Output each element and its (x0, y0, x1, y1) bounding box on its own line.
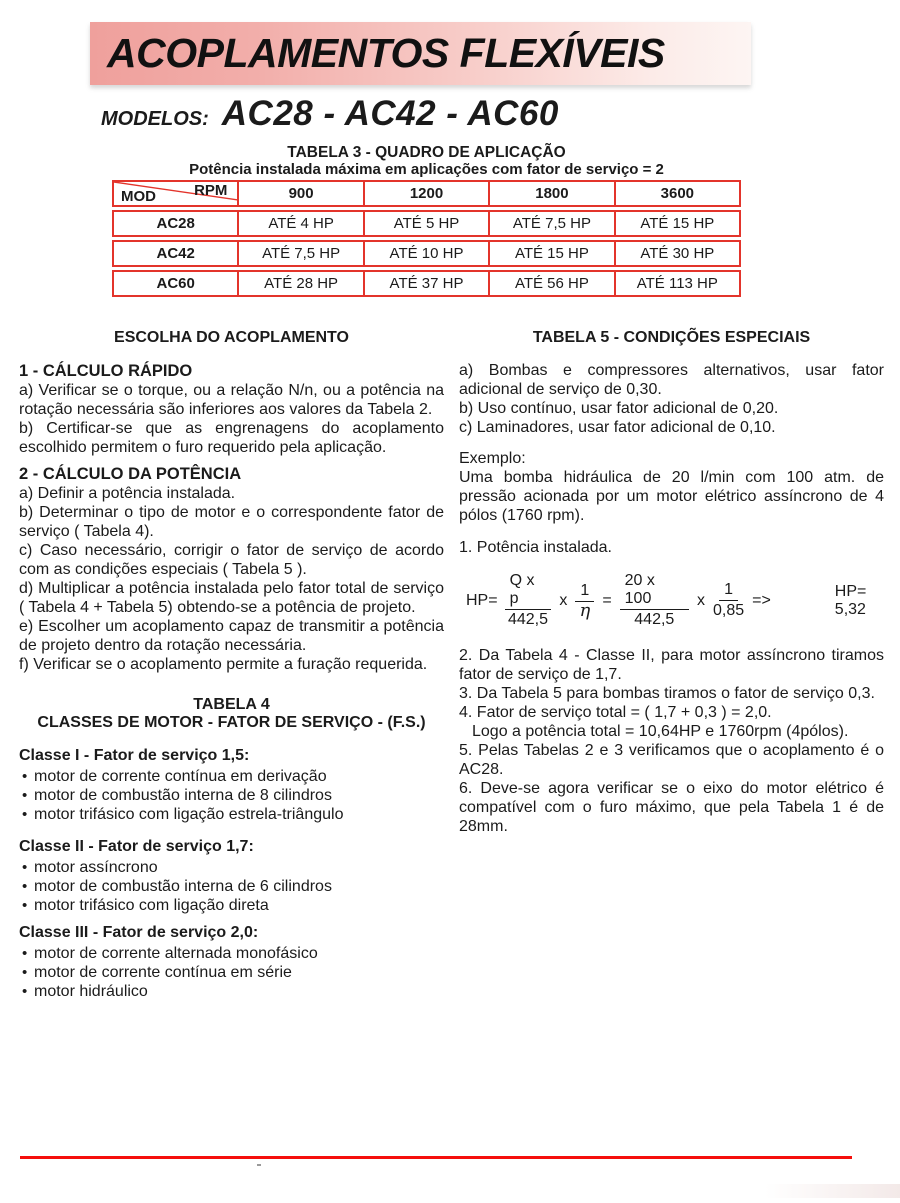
tabela5-heading: TABELA 5 - CONDIÇÕES ESPECIAIS (532, 329, 811, 346)
model-cell: AC60 (156, 275, 195, 292)
classe-1-block (19, 747, 444, 824)
fraction: $\frac{\text{Q x p}}{442,5}$ (505, 572, 552, 629)
tabela4-title-line1: TABELA 4 (193, 696, 270, 713)
models-line (101, 94, 559, 134)
value-cell: ATÉ 113 HP (614, 272, 739, 295)
fraction: $\frac{1}{\eta}$ (575, 582, 594, 619)
paragraph: e) Escolher um acoplamento capaz de transmitir a potência de projeto dentro da rotação necessária. (19, 618, 444, 654)
table-row-ac42 (112, 240, 741, 267)
exemplo-block (459, 449, 884, 525)
table-row-ac28 (112, 210, 741, 237)
equals-sign: = (602, 591, 612, 609)
paragraph: a) Verificar se o torque, ou a relação N/n, ou a potência na rotação necessária são inferiores aos valores da Tabela 2. (19, 382, 444, 418)
fraction: $\frac{20 x 100}{442,5}$ (620, 572, 689, 629)
paragraph: d) Multiplicar a potência instalada pelo fator total de serviço ( Tabela 4 + Tabela 5) obtendo-se a potência de projeto. (19, 580, 444, 616)
value-cell: ATÉ 37 HP (363, 272, 488, 295)
section1-title: 1 - CÁLCULO RÁPIDO (19, 362, 193, 380)
paragraph: b) Determinar o tipo de motor e o correspondente fator de serviço ( Tabela 4). (19, 504, 444, 540)
paragraph: c) Laminadores, usar fator adicional de 0,10. (459, 419, 776, 436)
tabela3-table (112, 180, 741, 300)
model-cell: AC42 (156, 245, 195, 262)
bullet-item: • motor hidráulico (19, 982, 444, 1001)
value-cell: ATÉ 10 HP (363, 242, 488, 265)
tabela3-header-row (112, 180, 741, 207)
bullet-item: • motor trifásico com ligação direta (19, 896, 444, 915)
value-cell: ATÉ 15 HP (614, 212, 739, 235)
paragraph: a) Bombas e compressores alternativos, usar fator adicional de serviço de 0,30. (459, 362, 884, 398)
step-item-continuation: Logo a potência total = 10,64HP e 1760rpm (4pólos). (472, 723, 849, 740)
formula-result: HP= 5,32 (834, 582, 867, 618)
tabela3-title: TABELA 3 - QUADRO DE APLICAÇÃO (287, 144, 566, 161)
tabela4-heading (19, 696, 444, 732)
col-header-3600: 3600 (614, 182, 739, 205)
bullet-item: • motor assíncrono (19, 858, 444, 877)
title-banner (90, 22, 751, 85)
step-item: 6. Deve-se agora verificar se o eixo do motor elétrico é compatível com o furo máximo, que pela Tabela 1 é de 28mm. (459, 780, 884, 835)
paragraph: f) Verificar se o acoplamento permite a furação requerida. (19, 656, 428, 673)
model-cell: AC28 (156, 215, 195, 232)
models-label: MODELOS: (101, 108, 209, 130)
paragraph: b) Uso contínuo, usar fator adicional de 0,20. (459, 400, 779, 417)
tabela3-corner-cell (114, 182, 237, 205)
corner-rpm-label: RPM (194, 182, 228, 199)
value-cell: ATÉ 30 HP (614, 242, 739, 265)
col-header-1800: 1800 (488, 182, 613, 205)
bullet-item: • motor de combustão interna de 8 cilindros (19, 786, 444, 805)
value-cell: ATÉ 4 HP (237, 212, 362, 235)
page-title: ACOPLAMENTOS FLEXÍVEIS (107, 30, 665, 76)
eta-symbol: η (579, 600, 591, 621)
value-cell: ATÉ 15 HP (488, 242, 613, 265)
formula-lhs: HP= (466, 591, 498, 609)
classe-2-block (19, 838, 444, 915)
tabela5-items (459, 361, 884, 437)
bullet-item: • motor de corrente contínua em derivação (19, 767, 444, 786)
classe-3-title: Classe III - Fator de serviço 2,0: (19, 924, 259, 941)
exemplo-label: Exemplo: (459, 450, 526, 467)
step-item: 2. Da Tabela 4 - Classe II, para motor assíncrono tiramos fator de serviço de 1,7. (459, 647, 884, 683)
section-calculo-rapido (19, 362, 444, 457)
value-cell: ATÉ 7,5 HP (488, 212, 613, 235)
steps-block (459, 646, 884, 836)
bullet-item: • motor de corrente contínua em série (19, 963, 444, 982)
tabela4-title-line2: CLASSES DE MOTOR - FATOR DE SERVIÇO - (F.S.) (37, 714, 426, 731)
paragraph: a) Definir a potência instalada. (19, 485, 236, 502)
fraction: $\frac{1}{0,85}$ (712, 581, 745, 619)
section-calculo-potencia (19, 465, 444, 674)
escolha-heading: ESCOLHA DO ACOPLAMENTO (114, 329, 349, 346)
value-cell: ATÉ 7,5 HP (237, 242, 362, 265)
footer-rule (20, 1156, 852, 1159)
arrow-sign: => (752, 591, 771, 609)
col-header-900: 900 (237, 182, 362, 205)
step-item: 4. Fator de serviço total = ( 1,7 + 0,3 ) = 2,0. (459, 704, 772, 721)
step-1: 1. Potência instalada. (459, 539, 612, 556)
section2-title: 2 - CÁLCULO DA POTÊNCIA (19, 465, 242, 483)
bullet-item: • motor trifásico com ligação estrela-triângulo (19, 805, 444, 824)
times-sign: x (559, 591, 568, 609)
classe-3-block (19, 924, 444, 1001)
corner-mod-label: MOD (121, 188, 156, 205)
models-value: AC28 - AC42 - AC60 (221, 94, 559, 133)
scan-speck (257, 1164, 261, 1166)
paragraph: c) Caso necessário, corrigir o fator de serviço de acordo com as condições especiais ( Tabela 5 ). (19, 542, 444, 578)
classe-1-title: Classe I - Fator de serviço 1,5: (19, 747, 250, 764)
value-cell: ATÉ 5 HP (363, 212, 488, 235)
value-cell: ATÉ 28 HP (237, 272, 362, 295)
value-cell: ATÉ 56 HP (488, 272, 613, 295)
corner-fade (765, 1184, 900, 1198)
times-sign: x (696, 591, 705, 609)
tabela3-subtitle: Potência instalada máxima em aplicações com fator de serviço = 2 (189, 161, 664, 178)
bullet-item: • motor de combustão interna de 6 cilindros (19, 877, 444, 896)
table-row-ac60 (112, 270, 741, 297)
classe-2-title: Classe II - Fator de serviço 1,7: (19, 838, 254, 855)
hp-formula (466, 572, 900, 629)
step-item: 3. Da Tabela 5 para bombas tiramos o fator de serviço 0,3. (459, 685, 875, 702)
exemplo-text: Uma bomba hidráulica de 20 l/min com 100 atm. de pressão acionada por um motor elétrico assíncrono de 4 pólos (1760 rpm). (459, 469, 884, 524)
paragraph: b) Certificar-se que as engrenagens do acoplamento escolhido permitem o furo requerido pela aplicação. (19, 420, 444, 456)
step-item: 5. Pelas Tabelas 2 e 3 verificamos que o acoplamento é o AC28. (459, 742, 884, 778)
col-header-1200: 1200 (363, 182, 488, 205)
bullet-item: • motor de corrente alternada monofásico (19, 944, 444, 963)
